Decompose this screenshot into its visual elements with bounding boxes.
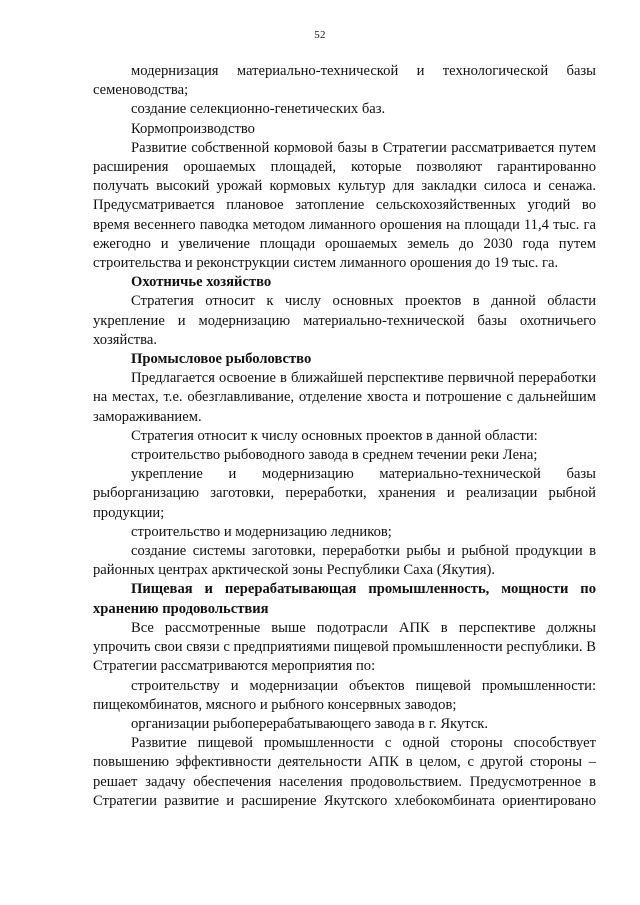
page-number: 52 [314,29,326,41]
paragraph-fishing-processing: Предлагается освоение в ближайшей перспективе первичной переработки на местах, т.е. обезглавливание, отделение хвоста и потрошение с дальнейшим замораживанием. [93,370,596,425]
paragraph-feed-base-development: Развитие собственной кормовой базы в Стратегии рассматривается путем расширения орошаемых площадей, которые позволяют гарантированно получать высокий урожай кормовых культур для закладки силоса и сенажа. Предусматривается плановое затопление сельскохозяйственных угодий во время весеннего паводка методом лиманного орошения на площади 11,4 тыс. га ежегодно и увеличение площади орошаемых земель до 2030 года путем строительства и реконструкции систем лиманного орошения до 19 тыс. га. [93,139,596,272]
heading-hunting: Охотничье хозяйство [131,274,272,291]
paragraph-fish-base-strengthening: укрепление и модернизацию материально-технической базы рыборганизацию заготовки, переработки, хранения и реализации рыбной продукции; [93,466,596,521]
paragraph-feed-production-title: Кормопроизводство [131,120,255,137]
document-body [93,62,596,811]
paragraph-arctic-fish-system: создание системы заготовки, переработки рыбы и рыбной продукции в районных центрах арктической зоны Республики Саха (Якутия). [93,543,596,579]
paragraph-hunting-strategy: Стратегия относит к числу основных проектов в данной области укрепление и модернизацию материально-технической базы охотничьего хозяйства. [93,293,596,348]
paragraph-fish-plant-construction: строительство рыбоводного завода в среднем течении реки Лена; [131,447,538,464]
paragraph-seed-base-modernization: модернизация материально-технической и технологической базы семеноводства; [93,63,596,99]
paragraph-food-industry-development: Развитие пищевой промышленности с одной стороны способствует повышению эффективности деятельности АПК в целом, с другой стороны – решает задачу обеспечения населения продовольствием. Предусмотренное в Стратегии развитие и расширение Якутского хлебокомбината ориентировано [93,735,596,809]
paragraph-food-plants-construction: строительству и модернизации объектов пищевой промышленности: пищекомбинатов, мясного и рыбного консервных заводов; [93,677,596,713]
heading-fishing: Промысловое рыболовство [131,351,312,368]
paragraph-fishing-projects-intro: Стратегия относит к числу основных проектов в данной области: [131,427,538,444]
paragraph-yakutsk-fish-plant: организации рыбоперерабатывающего завода в г. Якутск. [131,715,489,732]
paragraph-selection-bases: создание селекционно-генетических баз. [131,101,386,118]
heading-food-industry: Пищевая и перерабатывающая промышленность, мощности по хранению продовольствия [93,581,596,617]
paragraph-ice-cellars: строительство и модернизацию ледников; [131,523,392,540]
paragraph-food-industry-links: Все рассмотренные выше подотрасли АПК в перспективе должны упрочить свои связи с предприятиями пищевой промышленности республики. В Стратегии рассматриваются мероприятия по: [93,619,596,675]
